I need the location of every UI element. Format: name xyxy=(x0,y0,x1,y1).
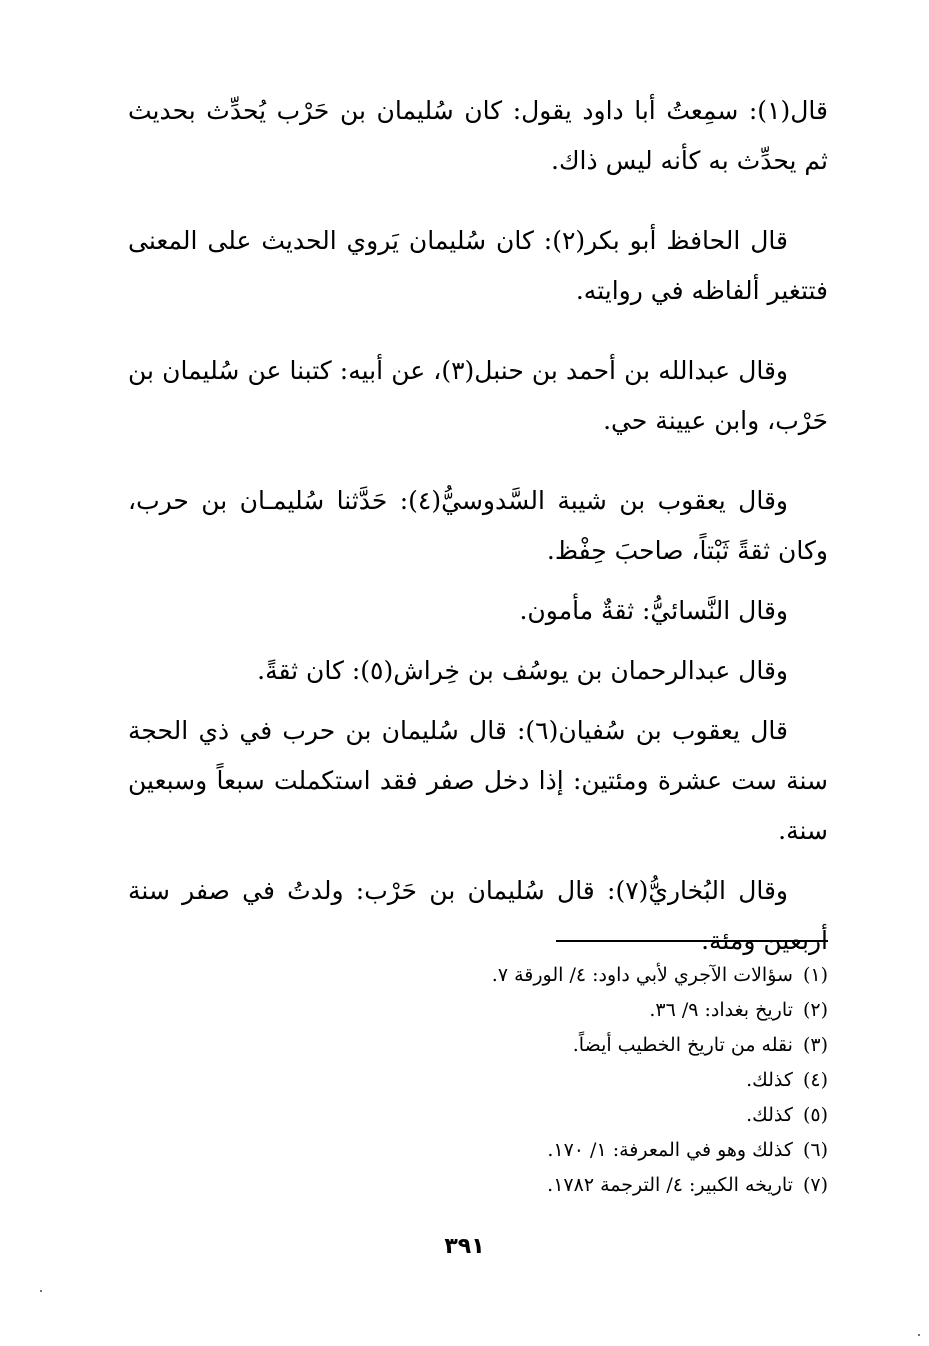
footnote-text: كذلك وهو في المعرفة: ١/ ١٧٠. xyxy=(547,1139,793,1161)
main-text xyxy=(128,86,828,966)
scan-speck xyxy=(918,1334,920,1336)
footnote-text: تاريخه الكبير: ٤/ الترجمة ١٧٨٢. xyxy=(547,1174,793,1196)
footnotes xyxy=(300,958,828,1203)
paragraph-spacer xyxy=(128,446,828,476)
footnote-6 xyxy=(300,1133,828,1168)
paragraph-spacer xyxy=(128,696,828,706)
footnote-text: نقله من تاريخ الخطيب أيضاً. xyxy=(572,1034,793,1056)
footnote-5 xyxy=(300,1098,828,1133)
paragraph-spacer xyxy=(128,856,828,866)
paragraph-3: وقال عبدالله بن أحمد بن حنبل(٣)، عن أبيه: كتبنا عن سُليمان بن حَرْب، وابن عيينة حي. xyxy=(128,356,828,435)
footnote-separator xyxy=(556,940,828,942)
paragraph-7: قال يعقوب بن سُفيان(٦): قال سُليمان بن حرب في ذي الحجة سنة ست عشرة ومئتين: إذا دخل صفر فقد استكملت سبعاً وسبعين سنة. xyxy=(128,716,828,845)
footnote-number: (٢) xyxy=(802,999,828,1021)
footnote-1 xyxy=(300,958,828,993)
footnote-number: (٤) xyxy=(802,1069,828,1091)
footnote-2 xyxy=(300,993,828,1028)
paragraph-6: وقال عبدالرحمان بن يوسُف بن خِراش(٥): كان ثقةً. xyxy=(257,656,788,685)
footnote-number: (٦) xyxy=(802,1139,828,1161)
footnote-number: (١) xyxy=(802,964,828,986)
paragraph-spacer xyxy=(128,636,828,646)
footnote-text: سؤالات الآجري لأبي داود: ٤/ الورقة ٧. xyxy=(491,964,793,986)
footnote-4 xyxy=(300,1063,828,1098)
paragraph-spacer xyxy=(128,576,828,586)
paragraph-5: وقال النَّسائيُّ: ثقةٌ مأمون. xyxy=(519,596,788,625)
footnote-text: كذلك. xyxy=(746,1069,793,1091)
footnote-number: (٣) xyxy=(802,1034,828,1056)
footnote-7 xyxy=(300,1168,828,1203)
page-number: ٣٩١ xyxy=(444,1234,485,1259)
footnote-text: كذلك. xyxy=(746,1104,793,1126)
footnote-number: (٥) xyxy=(802,1104,828,1126)
paragraph-4: وقال يعقوب بن شيبة السَّدوسيُّ(٤): حَدَّثنا سُليمـان بن حرب، وكان ثقةً ثَبْتاً، صاحبَ حِفْظ. xyxy=(128,486,828,565)
footnote-3 xyxy=(300,1028,828,1063)
footnote-number: (٧) xyxy=(802,1174,828,1196)
paragraph-8: وقال البُخاريُّ(٧): قال سُليمان بن حَرْب: ولدتُ في صفر سنة أربعين ومئة. xyxy=(128,876,828,955)
paragraph-spacer xyxy=(128,186,828,216)
paragraph-1: قال(١): سمِعتُ أبا داود يقول: كان سُليمان بن حَرْب يُحدِّث بحديث ثم يحدِّث به كأنه ليس ذاك. xyxy=(128,96,828,175)
paragraph-spacer xyxy=(128,316,828,346)
scan-speck xyxy=(40,1290,42,1292)
footnote-text: تاريخ بغداد: ٩/ ٣٦. xyxy=(649,999,793,1021)
paragraph-2: قال الحافظ أبو بكر(٢): كان سُليمان يَروي الحديث على المعنى فتتغير ألفاظه في روايته. xyxy=(128,226,828,305)
